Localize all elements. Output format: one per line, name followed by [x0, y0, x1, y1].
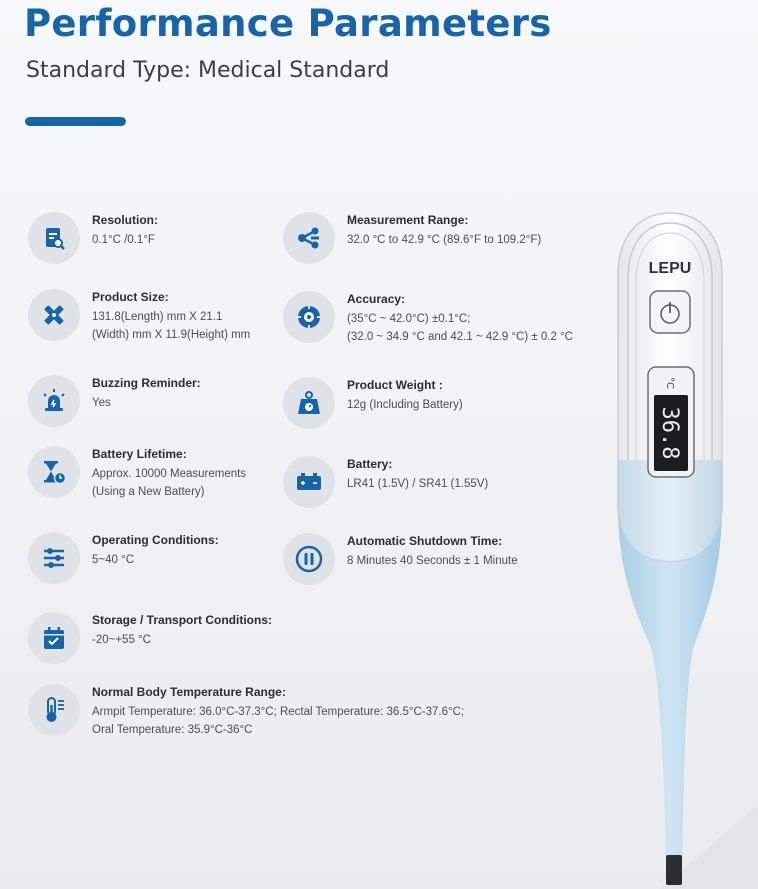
lcd-reading: 36.8 [657, 406, 682, 460]
param-value: 5~40 °C [92, 554, 135, 566]
lcd-unit: °C [664, 377, 675, 389]
param-value: (35°C ~ 42.0°C) ±0.1°C; (32.0 ~ 34.9 °C and 42.1 ~ 42.9 °C) ± 0.2 °C [347, 313, 573, 343]
power-button [650, 291, 690, 333]
battery-icon [283, 456, 335, 508]
crosshair-target-icon [283, 291, 335, 343]
alarm-siren-icon [28, 375, 80, 427]
param-label: Operating Conditions: [92, 533, 219, 547]
param-label: Resolution: [92, 213, 158, 227]
param-value: -20~+55 °C [92, 634, 151, 646]
param-value: 12g (Including Battery) [347, 399, 463, 411]
param-value: Yes [92, 397, 111, 409]
param-label: Storage / Transport Conditions: [92, 613, 273, 627]
param-label: Battery: [347, 457, 393, 471]
title-underline-bar [25, 117, 126, 126]
thermometer-product-image [600, 205, 758, 889]
weighing-scale-icon [283, 377, 335, 429]
param-label: Automatic Shutdown Time: [347, 534, 503, 548]
param-label: Normal Body Temperature Range: [92, 685, 286, 699]
param-value: 131.8(Length) mm X 21.1 (Width) mm X 11.9(Height) mm [92, 311, 251, 341]
param-label: Measurement Range: [347, 213, 469, 227]
page-title: Performance Parameters [24, 2, 552, 45]
param-label: Product Size: [92, 290, 169, 304]
pause-circle-icon [283, 533, 335, 585]
param-value: Armpit Temperature: 36.0°C-37.3°C; Rectal Temperature: 36.5°C-37.6°C; Oral Temperature: 35.9°C-36°C [92, 706, 465, 736]
brand-logo: LEPU [648, 260, 692, 277]
param-value: Approx. 10000 Measurements (Using a New Battery) [92, 468, 247, 498]
param-value: 0.1°C /0.1°F [92, 234, 155, 246]
param-label: Battery Lifetime: [92, 447, 187, 461]
share-nodes-icon [283, 212, 335, 264]
ruler-pencil-icon [28, 289, 80, 341]
param-value: 32.0 °C to 42.9 °C (89.6°F to 109.2°F) [347, 234, 542, 246]
hourglass-clock-icon [28, 446, 80, 498]
calendar-check-icon [28, 612, 80, 664]
param-value: LR41 (1.5V) / SR41 (1.55V) [347, 478, 489, 490]
param-label: Accuracy: [347, 292, 406, 306]
page-subtitle: Standard Type: Medical Standard [26, 58, 390, 83]
magnifier-document-icon [28, 212, 80, 264]
probe-tip [666, 855, 682, 885]
param-label: Product Weight : [347, 378, 443, 392]
param-label: Buzzing Reminder: [92, 376, 201, 390]
sliders-icon [28, 532, 80, 584]
param-value: 8 Minutes 40 Seconds ± 1 Minute [347, 555, 518, 567]
thermometer-icon [28, 684, 80, 736]
lcd-display [648, 367, 694, 477]
